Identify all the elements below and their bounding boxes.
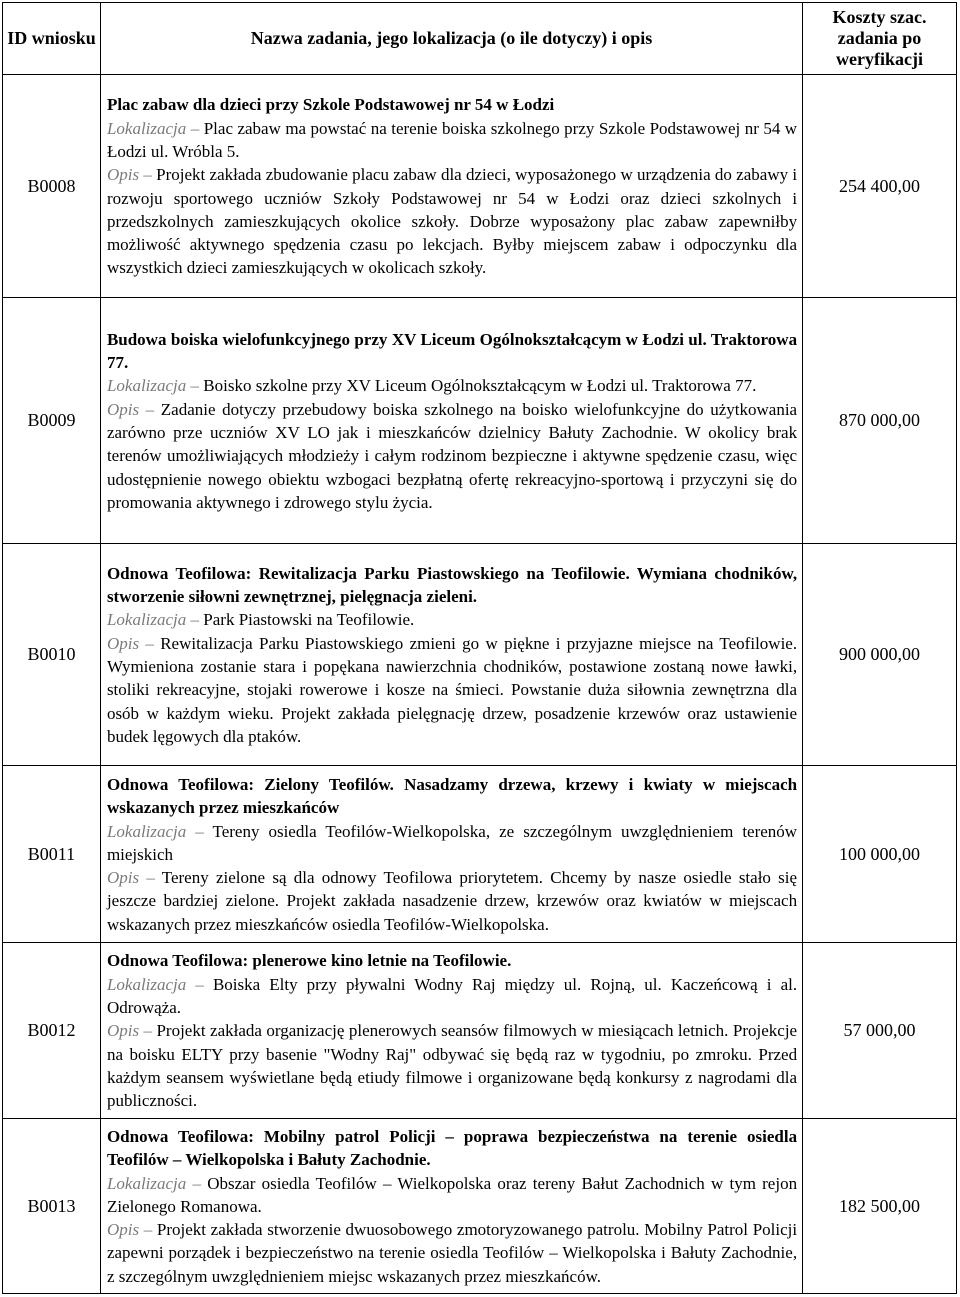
task-location: [107, 374, 797, 397]
projects-table: [2, 2, 957, 1294]
application-id: B0011: [3, 766, 101, 943]
location-label: Lokalizacja: [106, 376, 187, 396]
task-title: Budowa boiska wielofunkcyjnego przy XV Liceum Ogólnokształcącym w Łodzi ul. Traktorowa 77.: [106, 329, 798, 373]
estimated-cost: 254 400,00: [803, 75, 957, 298]
header-row: [3, 3, 957, 75]
task-description-cell: [100, 298, 802, 544]
description-dash: –: [145, 399, 155, 419]
task-location: [107, 117, 797, 164]
task-location: [107, 608, 797, 631]
description-text: Rewitalizacja Parku Piastowskiego zmieni go w piękne i przyjazne miejsce na Teofilowie. Wymieniona zostanie stara i popękana nawierzchnia chodników, postawione zostaną nowe ławki, stoliki rekreacyjne, stojaki rowerowe i kosze na śmieci. Powstanie duża siłownia zewnętrzna dla osób w każdym wieku. Projekt zakłada pielęgnację drzew, posadzenie krzewów oraz ustawienie budek lęgowych dla ptaków.: [106, 633, 798, 746]
location-text: Plac zabaw ma powstać na terenie boiska szkolnego przy Szkole Podstawowej nr 54 w Łodzi ul. Wróbla 5.: [106, 118, 798, 161]
location-dash: –: [190, 376, 200, 396]
table-row: [3, 766, 957, 943]
location-label: Lokalizacja: [106, 821, 187, 841]
task-description-cell: [100, 766, 802, 943]
description-text: Zadanie dotyczy przebudowy boiska szkolnego na boisko wielofunkcyjne do użytkowania zarówno prze uczniów XV LO jak i mieszkańców dzielnicy Bałuty Zachodnie. W okolicy brak terenów umożliwiających młodzieży i całym rodzinom bezpieczne i aktywne spędzenie czasu, więc udostępnienie nowego obiektu wzbogaci bezpłatną ofertę rekreacyjno-sportową i przyczyni się do promowania aktywnego i zdrowego stylu życia.: [106, 399, 798, 512]
task-title: Odnowa Teofilowa: Zielony Teofilów. Nasadzamy drzewa, krzewy i kwiaty w miejscach wskazanych przez mieszkańców: [106, 774, 798, 818]
task-opis: [107, 398, 797, 514]
table-row: [3, 943, 957, 1119]
estimated-cost: 870 000,00: [803, 298, 957, 544]
task-title: Plac zabaw dla dzieci przy Szkole Podstawowej nr 54 w Łodzi: [106, 95, 555, 115]
task-opis: [107, 1019, 797, 1112]
location-label: Lokalizacja: [106, 1173, 187, 1193]
estimated-cost: 182 500,00: [803, 1119, 957, 1294]
task-title: Odnowa Teofilowa: plenerowe kino letnie na Teofilowie.: [106, 951, 512, 971]
description-label: Opis: [106, 399, 140, 419]
description-label: Opis: [106, 1220, 140, 1240]
task-description-cell: [100, 943, 802, 1119]
table-row: [3, 75, 957, 298]
estimated-cost: 57 000,00: [803, 943, 957, 1119]
table-row: [3, 544, 957, 766]
description-text: Projekt zakłada zbudowanie placu zabaw dla dzieci, wyposażonego w urządzenia do zabawy i rozwoju sportowego uczniów Szkoły Podstawowej nr 54 w Łodzi oraz dzieci szkolnych i przedszkolnych zamieszkujących okolice szkoły. Dobrze wyposażony plac zabaw zapewniłby możliwość aktywnego spędzenia czasu po lekcjach. Byłby miejscem zabaw i odpoczynku dla wszystkich dzieci zamieszkujących w okolicach szkoły.: [106, 165, 798, 278]
table-row: [3, 1119, 957, 1294]
location-label: Lokalizacja: [106, 974, 187, 994]
location-dash: –: [190, 118, 200, 138]
description-label: Opis: [106, 165, 140, 185]
task-title: Odnowa Teofilowa: Rewitalizacja Parku Piastowskiego na Teofilowie. Wymiana chodników, stworzenie siłowni zewnętrznej, pielęgnacja zieleni.: [106, 563, 798, 607]
description-dash: –: [143, 165, 152, 185]
description-label: Opis: [106, 1021, 140, 1041]
location-label: Lokalizacja: [106, 610, 187, 630]
application-id: B0013: [3, 1119, 101, 1294]
task-opis: [107, 866, 797, 936]
task-title: Odnowa Teofilowa: Mobilny patrol Policji – poprawa bezpieczeństwa na terenie osiedla Teofilów – Wielkopolska i Bałuty Zachodnie.: [106, 1126, 798, 1170]
location-dash: –: [192, 1173, 201, 1193]
estimated-cost: 900 000,00: [803, 544, 957, 766]
location-text: Park Piastowski na Teofilowie.: [203, 610, 415, 630]
location-dash: –: [190, 610, 200, 630]
description-dash: –: [146, 868, 155, 888]
task-description-cell: [100, 75, 802, 298]
location-dash: –: [195, 974, 204, 994]
location-dash: –: [195, 821, 204, 841]
location-text: Obszar osiedla Teofilów – Wielkopolska oraz tereny Bałut Zachodnich w tym rejon Zielonego Romanowa.: [106, 1173, 798, 1216]
application-id: B0010: [3, 544, 101, 766]
location-text: Boiska Elty przy pływalni Wodny Raj między ul. Rojną, ul. Kaczeńcową i al. Odrowąża.: [106, 974, 798, 1018]
header-id: ID wniosku: [3, 3, 101, 75]
task-location: [107, 820, 797, 867]
description-dash: –: [145, 633, 154, 653]
task-opis: [107, 1218, 797, 1288]
description-label: Opis: [106, 868, 140, 888]
task-opis: [107, 163, 797, 279]
description-text: Projekt zakłada stworzenie dwuosobowego zmotoryzowanego patrolu. Mobilny Patrol Policji zapewni porządek i bezpieczeństwo na terenie osiedla Teofilów – Wielkopolska i Bałuty Zachodnie, z szczególnym uwzględnieniem miejsc wskazanych przez mieszkańców.: [106, 1220, 798, 1286]
task-location: [107, 973, 797, 1020]
description-text: Tereny zielone są dla odnowy Teofilowa priorytetem. Chcemy by nasze osiedle stało się jeszcze bardziej zielone. Projekt zakłada nasadzenie drzew, krzewów oraz kwiatów w miejscach wskazanych przez mieszkańców osiedla Teofilów-Wielkopolska.: [106, 868, 798, 934]
application-id: B0009: [3, 298, 101, 544]
application-id: B0008: [3, 75, 101, 298]
location-label: Lokalizacja: [106, 118, 187, 138]
location-text: Boisko szkolne przy XV Liceum Ogólnokształcącym w Łodzi ul. Traktorowa 77.: [203, 376, 757, 396]
description-label: Opis: [106, 633, 140, 653]
description-text: Projekt zakłada organizację plenerowych seansów filmowych w miesiącach letnich. Projekcje na boisku ELTY przy basenie "Wodny Raj" odbywać się będą raz w tygodniu, po zmroku. Przed każdym seansem wyświetlane będą etiudy filmowe i organizowane będą konkursy z nagrodami dla publiczności.: [106, 1021, 798, 1111]
estimated-cost: 100 000,00: [803, 766, 957, 943]
description-dash: –: [143, 1220, 153, 1240]
header-cost: Koszty szac. zadania po weryfikacji: [803, 3, 957, 75]
description-dash: –: [143, 1021, 153, 1041]
task-description-cell: [100, 544, 802, 766]
application-id: B0012: [3, 943, 101, 1119]
table-row: [3, 298, 957, 544]
location-text: Tereny osiedla Teofilów-Wielkopolska, ze szczególnym uwzględnieniem terenów miejskich: [106, 821, 798, 864]
task-description-cell: [100, 1119, 802, 1294]
header-name: Nazwa zadania, jego lokalizacja (o ile dotyczy) i opis: [100, 3, 802, 75]
task-opis: [107, 632, 797, 748]
task-location: [107, 1172, 797, 1219]
